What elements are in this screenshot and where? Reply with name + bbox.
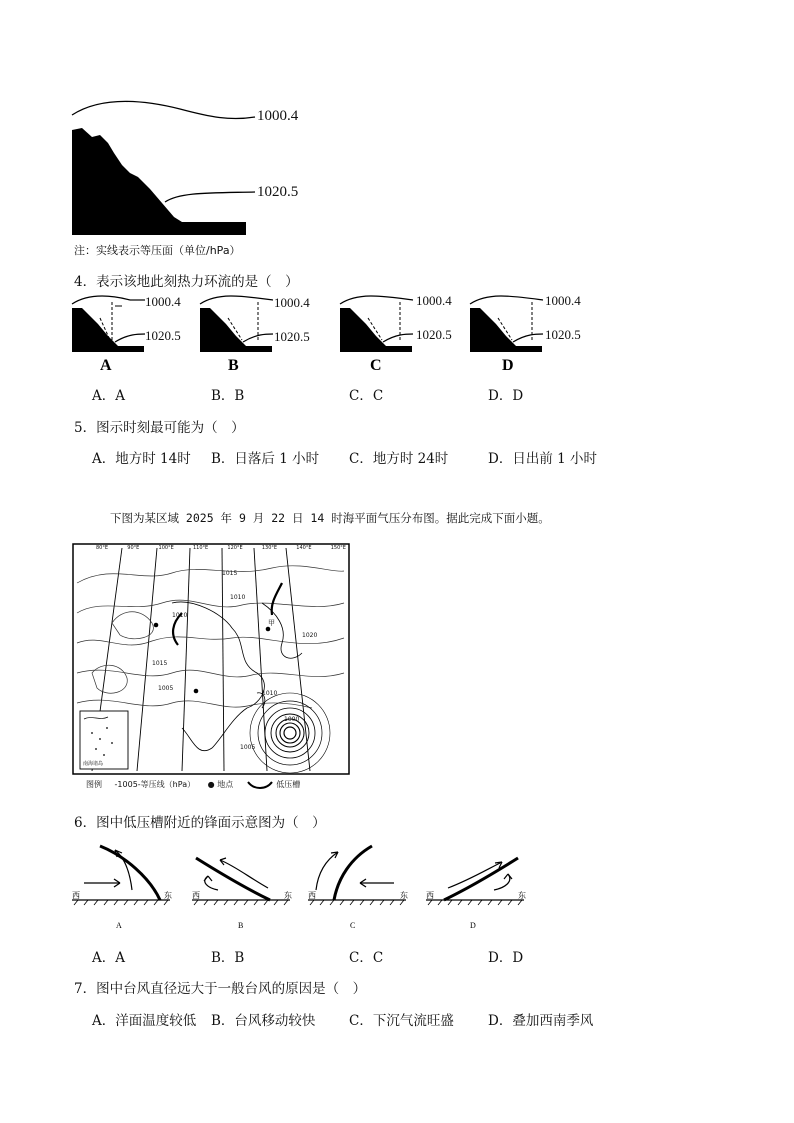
lon-140: 140°E bbox=[296, 545, 312, 551]
q4-panel-a-label: A bbox=[100, 357, 112, 374]
q4-d-top-value: 1000.4 bbox=[545, 293, 581, 308]
q6-option-a[interactable]: A．A bbox=[92, 950, 125, 966]
lon-130: 130°E bbox=[261, 545, 278, 551]
q5-option-d[interactable]: D．日出前 1 小时 bbox=[488, 451, 597, 467]
q4-c-bottom-value: 1020.5 bbox=[416, 327, 452, 342]
pressure-map bbox=[72, 543, 350, 791]
q6-d-east: 东 bbox=[518, 891, 526, 900]
isobar-label: 1000 bbox=[284, 716, 300, 723]
q6-b-label: B bbox=[238, 921, 244, 930]
q6-b-east: 东 bbox=[284, 891, 292, 900]
question-7-stem: 7．图中台风直径远大于一般台风的原因是（ ） bbox=[74, 981, 367, 997]
question-5-stem: 5．图示时刻最可能为（ ） bbox=[74, 420, 245, 436]
q6-panel-a bbox=[70, 838, 180, 933]
map-legend bbox=[86, 779, 300, 790]
lon-150: 150°E bbox=[330, 545, 346, 551]
q4-d-bottom-value: 1020.5 bbox=[545, 327, 581, 342]
q6-panel-b bbox=[190, 838, 300, 933]
q4-b-bottom-value: 1020.5 bbox=[274, 329, 310, 344]
q4-panel-b-label: B bbox=[228, 357, 239, 374]
q6-c-west: 西 bbox=[308, 891, 316, 900]
q6-d-west: 西 bbox=[426, 891, 434, 900]
q4-a-bottom-value: 1020.5 bbox=[145, 328, 181, 343]
q6-c-east: 东 bbox=[400, 891, 408, 900]
lon-90: 90°E bbox=[127, 545, 140, 551]
q4-b-top-value: 1000.4 bbox=[274, 295, 310, 310]
q6-a-east: 东 bbox=[164, 891, 172, 900]
legend-point: ● 地点 bbox=[207, 780, 234, 789]
q6-c-label: C bbox=[350, 921, 356, 930]
inset-label: 南海诸岛 bbox=[83, 761, 104, 767]
q4-panel-c-label: C bbox=[370, 357, 382, 374]
legend-trough: 低压槽 bbox=[276, 780, 301, 789]
q5-option-a[interactable]: A．地方时 14时 bbox=[92, 451, 191, 467]
map-intro: 下图为某区域 2025 年 9 月 22 日 14 时海平面气压分布图。据此完成下面小题。 bbox=[110, 511, 550, 525]
isobar-label-top: 1000.4 bbox=[257, 108, 299, 124]
legend-title: 图例 bbox=[86, 780, 102, 789]
isobar-label: 1005 bbox=[240, 744, 256, 751]
figure-note: 注：实线表示等压面（单位/hPa） bbox=[74, 244, 241, 257]
place-label: 甲 bbox=[268, 619, 275, 627]
q6-option-c[interactable]: C．C bbox=[349, 950, 384, 966]
q6-option-b[interactable]: B．B bbox=[211, 950, 245, 966]
trough-icon bbox=[246, 780, 274, 790]
q7-option-d[interactable]: D．叠加西南季风 bbox=[488, 1013, 594, 1029]
isobar-label: 1010 bbox=[262, 690, 278, 697]
isobar-label: 1015 bbox=[152, 660, 168, 667]
lon-120: 120°E bbox=[227, 545, 243, 551]
q7-option-b[interactable]: B．台风移动较快 bbox=[211, 1013, 316, 1029]
q4-a-top-value: 1000.4 bbox=[145, 294, 181, 309]
lon-110: 110°E bbox=[192, 545, 209, 551]
q6-panel-d bbox=[424, 838, 534, 933]
isobar-label: 1020 bbox=[302, 632, 318, 639]
q5-option-c[interactable]: C．地方时 24时 bbox=[349, 451, 449, 467]
q4-panel-d-label: D bbox=[502, 357, 514, 374]
q6-option-d[interactable]: D．D bbox=[488, 950, 524, 966]
q7-option-c[interactable]: C．下沉气流旺盛 bbox=[349, 1013, 454, 1029]
q6-a-west: 西 bbox=[72, 891, 80, 900]
q6-d-label: D bbox=[470, 921, 476, 930]
question-4-stem: 4．表示该地此刻热力环流的是（ ） bbox=[74, 274, 299, 290]
q4-option-a[interactable]: A．A bbox=[92, 388, 125, 404]
lon-80: 80°E bbox=[96, 545, 109, 551]
q4-c-top-value: 1000.4 bbox=[416, 293, 452, 308]
q6-panel-c bbox=[306, 838, 416, 933]
q7-option-a[interactable]: A．洋面温度较低 bbox=[92, 1013, 197, 1029]
q6-a-label: A bbox=[116, 921, 122, 930]
isobar-label: 1015 bbox=[222, 570, 238, 577]
question-6-stem: 6．图中低压槽附近的锋面示意图为（ ） bbox=[74, 815, 326, 831]
isobar-label: 1010 bbox=[230, 594, 246, 601]
q4-option-c[interactable]: C．C bbox=[349, 388, 384, 404]
isobar-label: 1010 bbox=[172, 612, 188, 619]
q4-option-b[interactable]: B．B bbox=[211, 388, 245, 404]
map-longitudes bbox=[96, 545, 346, 551]
lon-100: 100°E bbox=[158, 545, 174, 551]
q6-b-west: 西 bbox=[192, 891, 200, 900]
legend-isobar: -1005-等压线（hPa） bbox=[114, 780, 196, 789]
isobar-label: 1005 bbox=[158, 685, 174, 692]
isobar-label-bottom: 1020.5 bbox=[257, 184, 299, 200]
q5-option-b[interactable]: B．日落后 1 小时 bbox=[211, 451, 320, 467]
q4-option-d[interactable]: D．D bbox=[488, 388, 524, 404]
